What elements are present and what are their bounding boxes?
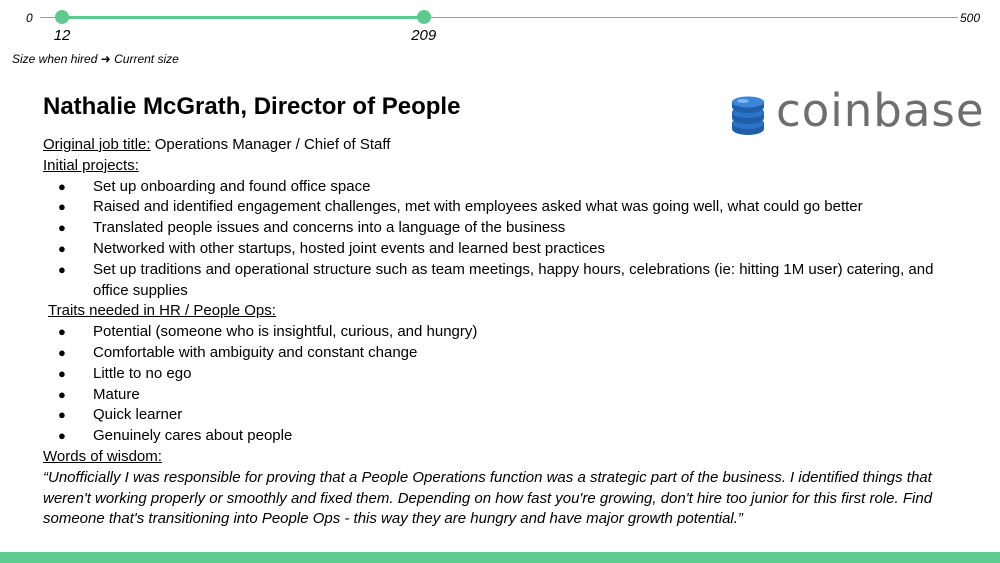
wisdom-quote: “Unofficially I was responsible for proving that a People Operations function was a strategic part of the business. I identified things that weren't working properly or smoothly and fixed them. Depending on how fast you're growing, don't hire too junior for this first role. Find someone that's transitioning into People Ops - this way they are hungry and have major growth potential.”	[43, 468, 933, 528]
list-item: ● Genuinely cares about people	[43, 426, 958, 447]
bullet-icon: ●	[58, 220, 66, 236]
projects-list	[43, 177, 958, 302]
bullet-icon: ●	[58, 324, 66, 340]
bullet-icon: ●	[58, 240, 66, 256]
timeline-min-label: 0	[26, 11, 33, 25]
timeline-current-marker	[417, 10, 431, 24]
traits-heading: Traits needed in HR / People Ops:	[48, 302, 276, 320]
page-title: Nathalie McGrath, Director of People	[43, 93, 461, 120]
list-item: ● Set up traditions and operational structure such as team meetings, happy hours, celebrations (ie: hitting 1M user) catering, and office supplies	[58, 260, 934, 299]
traits-list	[43, 322, 958, 447]
logo-wordmark: coinbase	[776, 84, 985, 137]
traits-heading-line	[43, 301, 958, 322]
list-item: ● Potential (someone who is insightful, curious, and hungry)	[43, 322, 958, 343]
original-job-label: Original job title:	[43, 136, 151, 153]
list-item: ● Comfortable with ambiguity and constant change	[43, 343, 958, 364]
timeline-caption: Size when hired ➜ Current size	[12, 52, 179, 66]
bullet-icon: ●	[58, 344, 66, 360]
bullet-icon: ●	[58, 261, 66, 277]
coin-stack-icon	[730, 96, 766, 136]
team-size-timeline	[0, 0, 1000, 70]
timeline-hired-value: 12	[53, 27, 71, 44]
original-job-value: Operations Manager / Chief of Staff	[150, 136, 391, 153]
bullet-icon: ●	[58, 428, 66, 444]
timeline-growth-segment	[62, 16, 424, 19]
original-job-line	[43, 135, 958, 156]
list-item: ● Quick learner	[43, 405, 958, 426]
bullet-icon: ●	[58, 178, 66, 194]
timeline-current-value: 209	[411, 27, 437, 44]
bullet-icon: ●	[58, 407, 66, 423]
list-item: ● Translated people issues and concerns into a language of the business	[43, 218, 958, 239]
footer-bar	[0, 552, 1000, 563]
bullet-icon: ●	[58, 365, 66, 381]
timeline-max-label: 500	[960, 11, 981, 25]
bullet-icon: ●	[58, 386, 66, 402]
list-item: ● Raised and identified engagement challenges, met with employees asked what was going well, what could go better	[43, 197, 958, 218]
bullet-icon: ●	[58, 199, 66, 215]
timeline-hired-marker	[55, 10, 69, 24]
list-item: ● Set up onboarding and found office space	[43, 177, 958, 198]
wisdom-heading: Words of wisdom:	[43, 447, 162, 465]
list-item: ● Networked with other startups, hosted joint events and learned best practices	[43, 239, 958, 260]
profile-content	[43, 135, 958, 530]
list-item: ● Little to no ego	[43, 364, 958, 385]
projects-heading: Initial projects:	[43, 156, 139, 174]
list-item: ● Mature	[43, 385, 958, 406]
